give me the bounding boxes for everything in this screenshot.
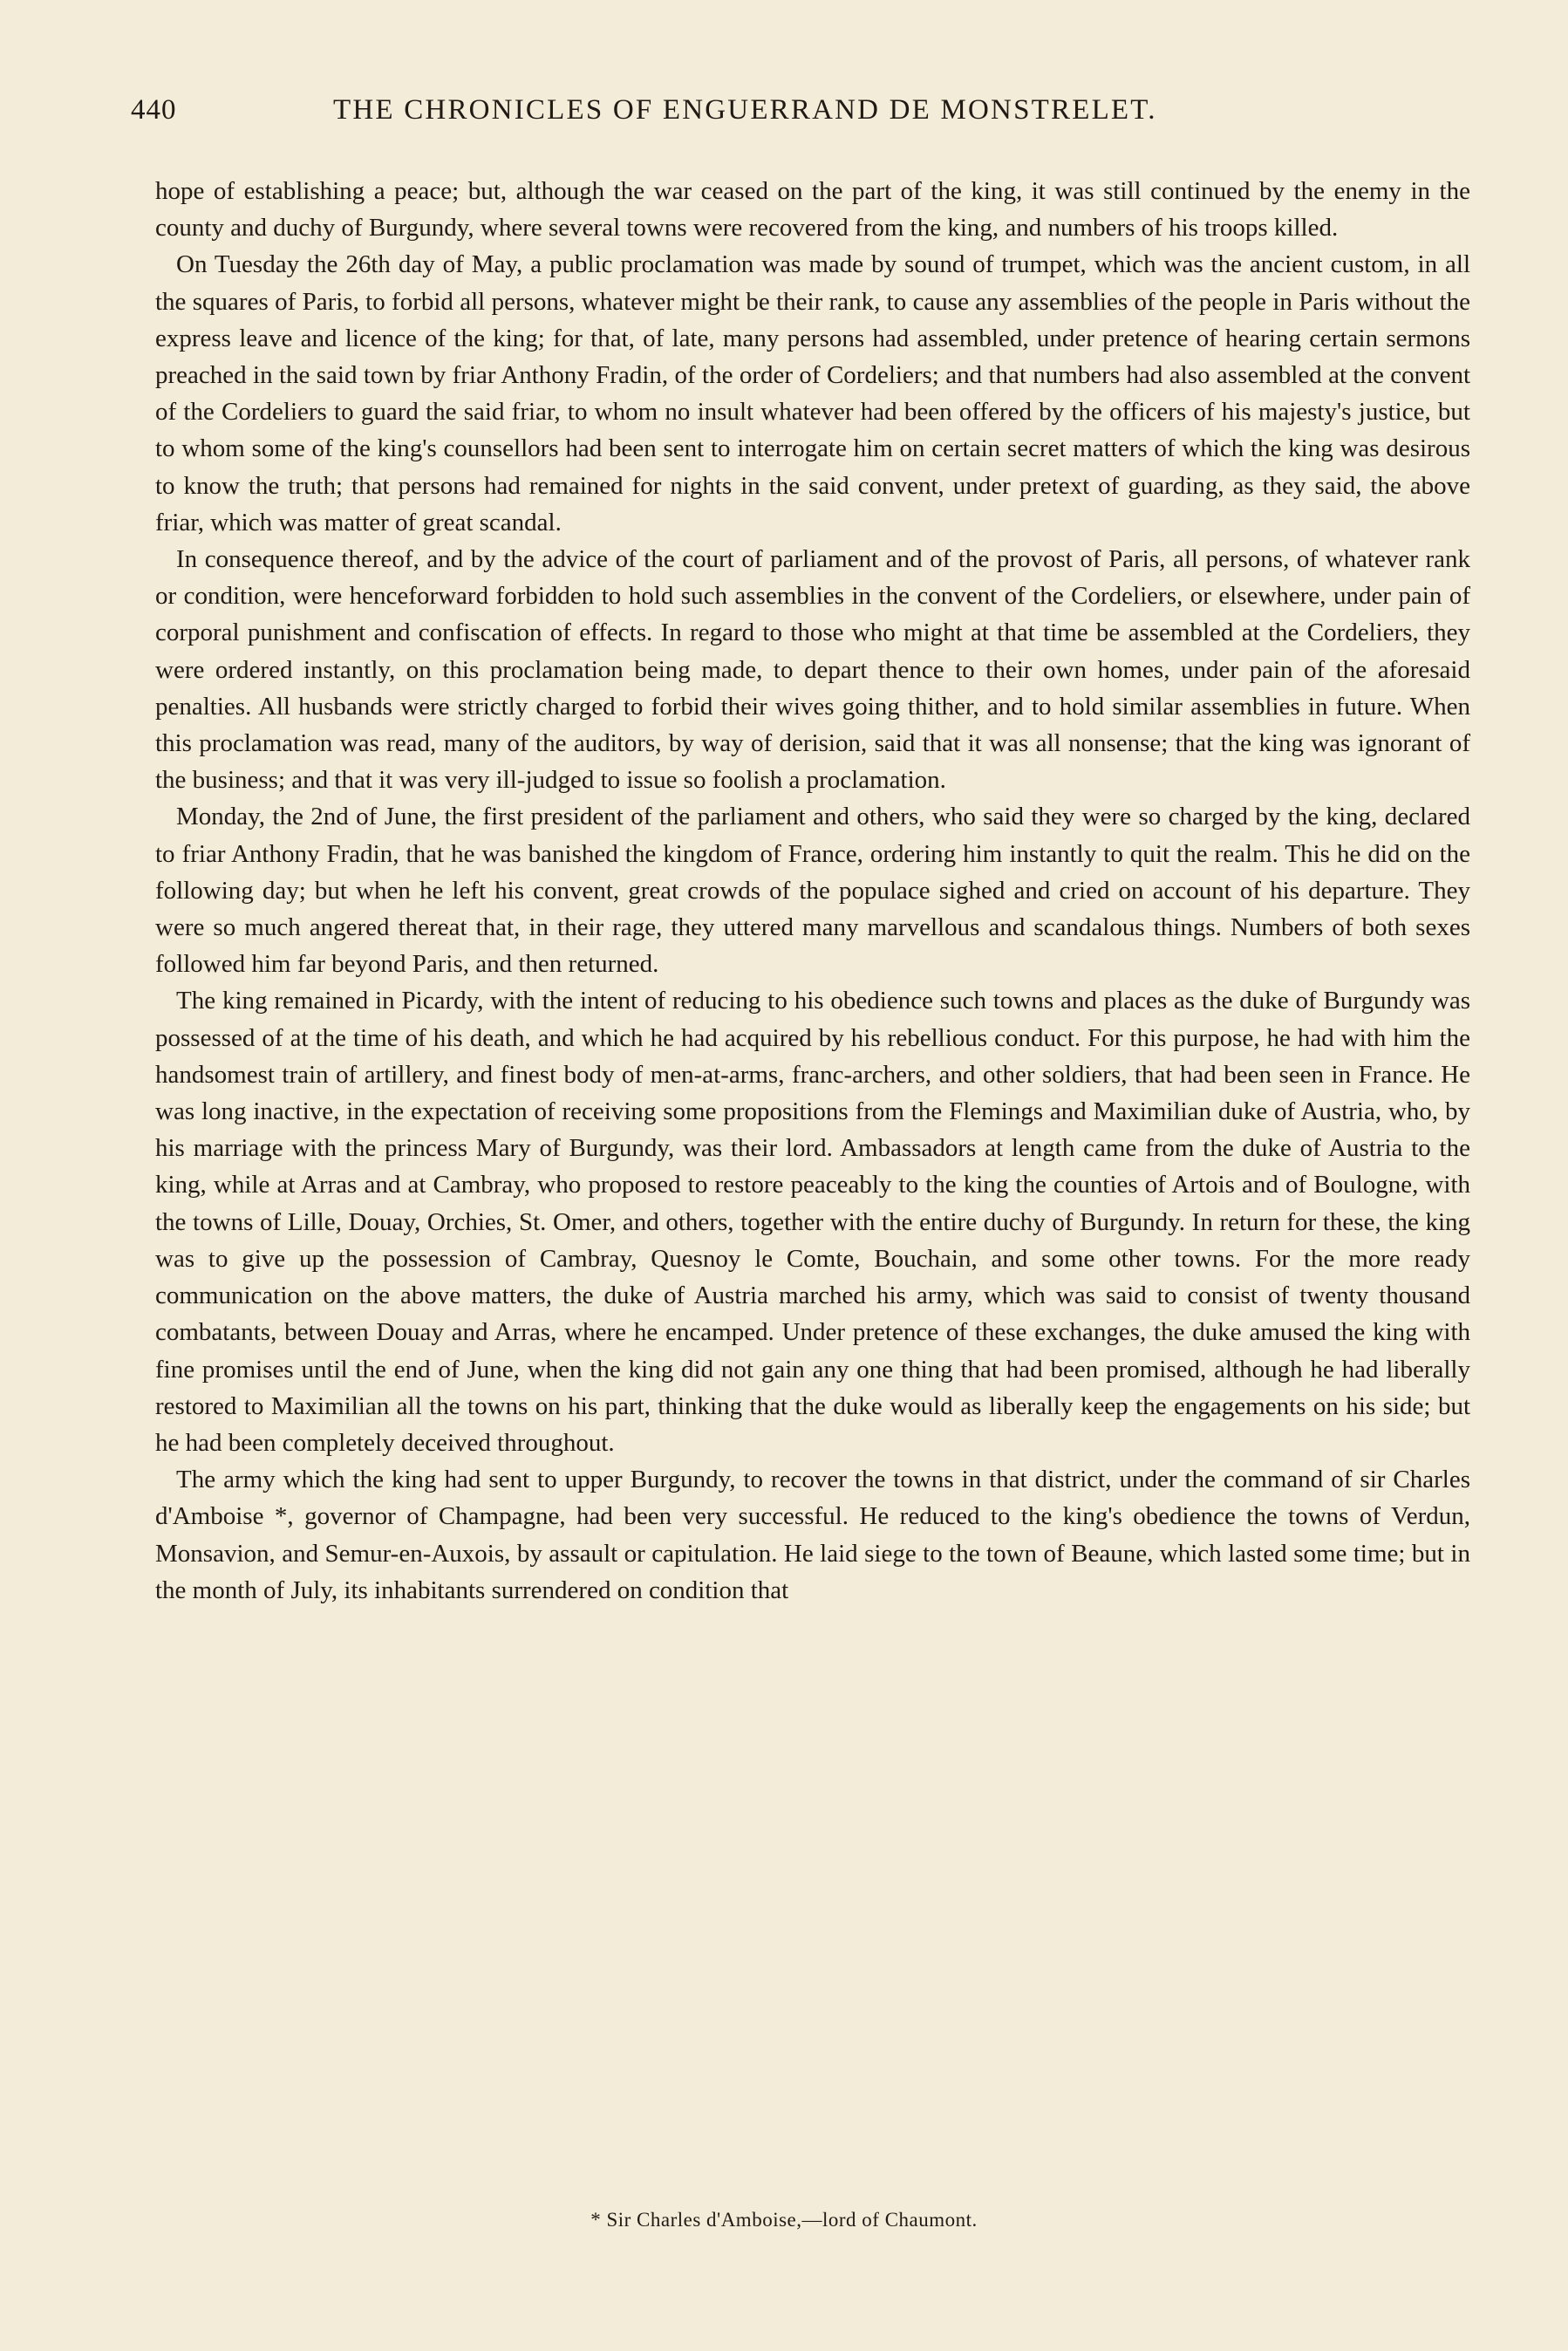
running-title: THE CHRONICLES OF ENGUERRAND DE MONSTRELET. bbox=[333, 94, 1157, 126]
page-header bbox=[131, 94, 1474, 136]
paragraph-2: On Tuesday the 26th day of May, a public proclamation was made by sound of trumpet, which was the ancient custom, in all the squares of Paris, to forbid all persons, whatever might be their rank, to cause any assemblies of the people in Paris without the express leave and licence of the king; for that, of late, many persons had assembled, under pretence of hearing certain sermons preached in the said town by friar Anthony Fradin, of the order of Cordeliers; and that numbers had also assembled at the convent of the Cordeliers to guard the said friar, to whom no insult whatever had been offered by the officers of his majesty's justice, but to whom some of the king's counsellors had been sent to interrogate him on certain secret matters of which the king was desirous to know the truth; that persons had remained for nights in the said convent, under pretext of guarding, as they said, the above friar, which was matter of great scandal. bbox=[155, 250, 1470, 536]
footnote: * Sir Charles d'Amboise,—lord of Chaumont. bbox=[590, 2209, 978, 2231]
paragraph-6: The army which the king had sent to upper Burgundy, to recover the towns in that district, under the command of sir Charles d'Amboise *, governor of Champagne, had been very successful. He reduced to the king's obedience the towns of Verdun, Monsavion, and Semur-en-Auxois, by assault or capitulation. He laid siege to the town of Beaune, which lasted some time; but in the month of July, its inhabitants surrendered on condition that bbox=[155, 1466, 1470, 1604]
paragraph-1: hope of establishing a peace; but, although the war ceased on the part of the king, it was still continued by the enemy in the county and duchy of Burgundy, where several towns were recovered from the king, and numbers of his troops killed. bbox=[155, 177, 1470, 243]
paragraph-5: The king remained in Picardy, with the intent of reducing to his obedience such towns and places as the duke of Burgundy was possessed of at the time of his death, and which he had acquired by his rebellious conduct. For this purpose, he had with him the handsomest train of artillery, and finest body of men-at-arms, franc-archers, and other soldiers, that had been seen in France. He was long inactive, in the expectation of receiving some propositions from the Flemings and Maximilian duke of Austria, who, by his marriage with the princess Mary of Burgundy, was their lord. Ambassadors at length came from the duke of Austria to the king, while at Arras and at Cambray, who proposed to restore peaceably to the king the counties of Artois and of Boulogne, with the towns of Lille, Douay, Orchies, St. Omer, and others, together with the entire duchy of Burgundy. In return for these, the king was to give up the possession of Cambray, Quesnoy le Comte, Bouchain, and some other towns. For the more ready communication on the above matters, the duke of Austria marched his army, which was said to consist of twenty thousand combatants, between Douay and Arras, where he encamped. Under pretence of these exchanges, the duke amused the king with fine promises until the end of June, when the king did not gain any one thing that had been promised, although he had liberally restored to Maximilian all the towns on his part, thinking that the duke would as liberally keep the engagements on his side; but he had been completely deceived throughout. bbox=[155, 987, 1470, 1457]
page-number: 440 bbox=[131, 94, 177, 126]
paragraph-4: Monday, the 2nd of June, the first president of the parliament and others, who said they were so charged by the king, declared to friar Anthony Fradin, that he was banished the kingdom of France, ordering him instantly to quit the realm. This he did on the following day; but when he left his convent, great crowds of the populace sighed and cried on account of his departure. They were so much angered thereat that, in their rage, they uttered many marvellous and scandalous things. Numbers of both sexes followed him far beyond Paris, and then returned. bbox=[155, 803, 1470, 979]
body-text bbox=[155, 173, 1470, 1609]
paragraph-3: In consequence thereof, and by the advice of the court of parliament and of the provost of Paris, all persons, of whatever rank or condition, were henceforward forbidden to hold such assemblies in the convent of the Cordeliers, or elsewhere, under pain of corporal punishment and confiscation of effects. In regard to those who might at that time be assembled at the Cordeliers, they were ordered instantly, on this proclamation being made, to depart thence to their own homes, under pain of the aforesaid penalties. All husbands were strictly charged to forbid their wives going thither, and to hold similar assemblies in future. When this proclamation was read, many of the auditors, by way of derision, said that it was all nonsense; that the king was ignorant of the business; and that it was very ill-judged to issue so foolish a proclamation. bbox=[155, 545, 1470, 795]
